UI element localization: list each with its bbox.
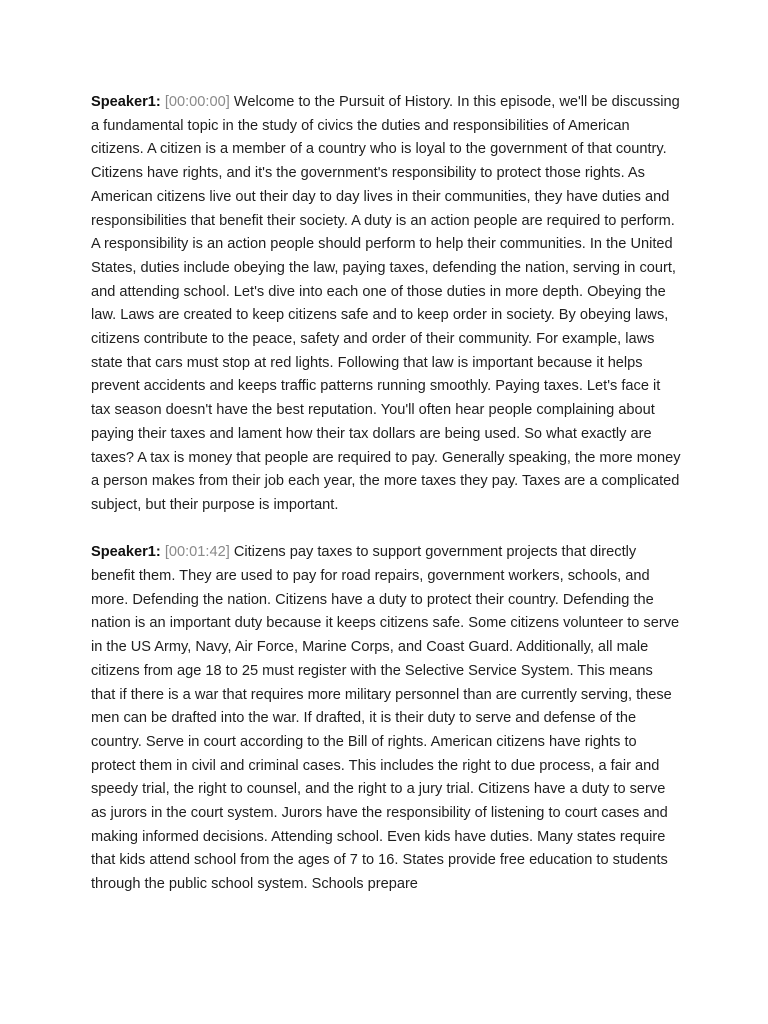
transcript-body <box>91 91 681 921</box>
timestamp: [00:00:00] <box>164 94 230 110</box>
speaker-label: Speaker1: <box>91 94 161 110</box>
paragraph-text: Welcome to the Pursuit of History. In this episode, we'll be discussing a fundamental topic in the study of civics the duties and responsibilities of American citizens. A citizen is a member of a country who is loyal to the government of that country. Citizens have rights, and it's the government's responsibility to protect those rights. As American citizens live out their day to day lives in their communities, they have duties and responsibilities that benefit their society. A duty is an action people are required to perform. A responsibility is an action people should perform to help their communities. In the United States, duties include obeying the law, paying taxes, defending the nation, serving in court, and attending school. Let's dive into each one of those duties in more depth. Obeying the law. Laws are created to keep citizens safe and to keep order in society. By obeying laws, citizens contribute to the peace, safety and order of their community. For example, laws state that cars must stop at red lights. Following that law is important because it helps prevent accidents and keeps traffic patterns running smoothly. Paying taxes. Let's face it tax season doesn't have the best reputation. You'll often hear people complaining about paying their taxes and lament how their tax dollars are being used. So what exactly are taxes? A tax is money that people are required to pay. Generally speaking, the more money a person makes from their job each year, the more taxes they pay. Taxes are a complicated subject, but their purpose is important. <box>91 94 681 513</box>
timestamp: [00:01:42] <box>164 544 230 561</box>
transcript-paragraph-1 <box>91 91 681 518</box>
speaker-label: Speaker1: <box>91 544 161 561</box>
transcript-paragraph-2 <box>91 541 681 897</box>
paragraph-text: Citizens pay taxes to support government projects that directly benefit them. They are used to pay for road repairs, government workers, schools, and more. Defending the nation. Citizens have a duty to protect their country. Defending the nation is an important duty because it keeps citizens safe. Some citizens volunteer to serve in the US Army, Navy, Air Force, Marine Corps, and Coast Guard. Additionally, all male citizens from age 18 to 25 must register with the Selective Service System. This means that if there is a war that requires more military personnel than are currently serving, these men can be drafted into the war. If drafted, it is their duty to serve and defense of the country. Serve in court according to the Bill of rights. American citizens have rights to protect them in civil and criminal cases. This includes the right to due process, a fair and speedy trial, the right to counsel, and the right to a jury trial. Citizens have a duty to serve as jurors in the court system. Jurors have the responsibility of listening to court cases and making informed decisions. Attending school. Even kids have duties. Many states require that kids attend school from the ages of 7 to 16. States provide free education to students through the public school system. Schools prepare <box>91 544 680 893</box>
